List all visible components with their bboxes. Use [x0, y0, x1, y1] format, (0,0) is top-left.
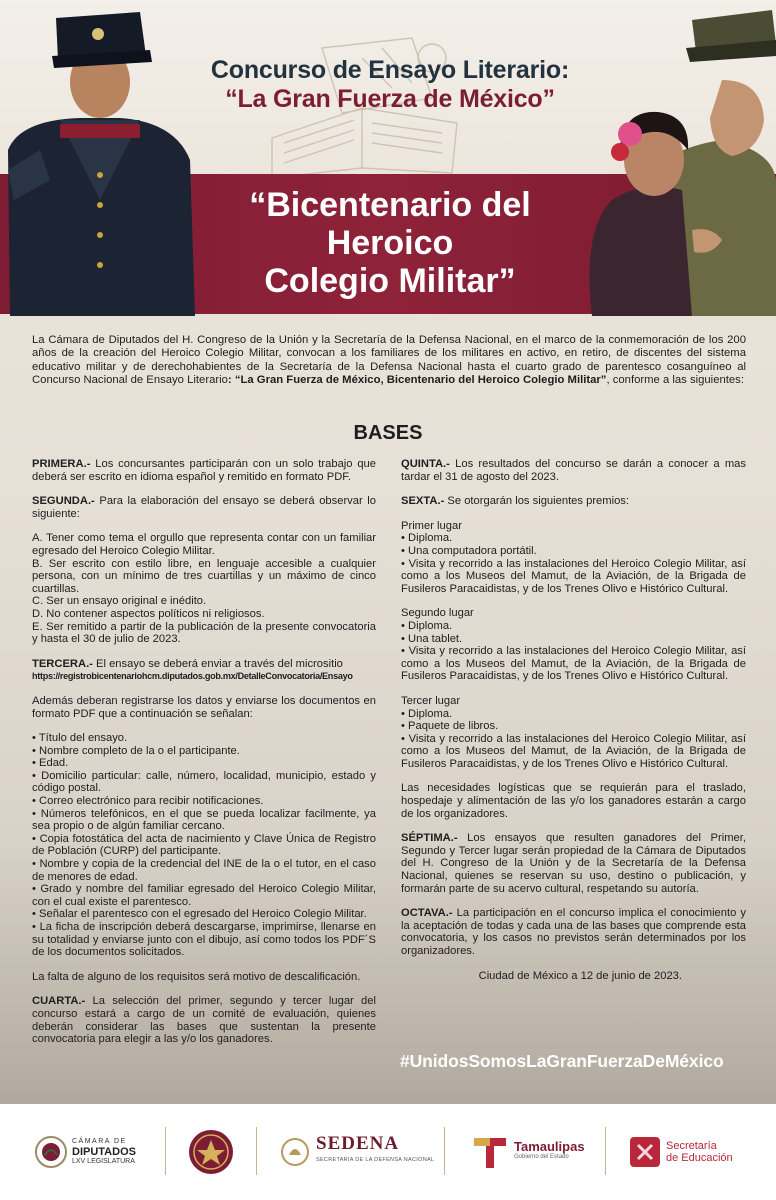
quinta-text: Los resultados del concurso se darán a conocer a mas tardar el 31 de agosto del 2023. [401, 458, 746, 483]
cadet-photo [0, 0, 200, 316]
prize-title: Tercer lugar [401, 694, 461, 707]
list-item: C. Ser un ensayo original e inédito. [32, 595, 207, 608]
intro-bold: : “La Gran Fuerza de México, Bicentenario del Heroico Colegio Militar” [227, 374, 607, 387]
segunda-list [32, 532, 376, 645]
segunda-text: Para la elaboración del ensayo se deberá observar lo siguiente: [32, 495, 376, 520]
octava-label: OCTAVA.- [401, 907, 453, 920]
divider [165, 1127, 166, 1175]
tamaulipas-t-icon [470, 1132, 510, 1172]
octava-section [401, 907, 746, 957]
segunda-section [32, 495, 376, 520]
educacion-line2: de Educación [666, 1152, 733, 1164]
list-item: • Una tablet. [401, 632, 463, 645]
cuarta-text: La selección del primer, segundo y tercer lugar del concurso estará a cargo de un comité de evaluación, quienes deberán considerar las bases que sustentan la presente convocatoria para elegir a las y/o los ganadores. [32, 995, 376, 1046]
septima-label: SÉPTIMA.- [401, 832, 458, 845]
sexta-label: SEXTA.- [401, 495, 445, 508]
hashtag: #UnidosSomosLaGranFuerzaDeMéxico [400, 1051, 724, 1071]
list-item: • Copia fotostática del acta de nacimiento y Clave Única de Registro de Población (CURP) del participante. [32, 832, 376, 858]
sedena-logo [280, 1127, 434, 1177]
divider [444, 1127, 445, 1175]
list-item: A. Tener como tema el orgullo que representa contar con un familiar egresado del Heroico Colegio Militar. [32, 532, 376, 557]
list-item: • Diploma. [401, 619, 453, 632]
tamaulipas-subtitle: Gobierno del Estado [514, 1154, 569, 1160]
bicentenario-title [200, 186, 580, 300]
sexta-section [401, 495, 746, 508]
contest-title-line1: Concurso de Ensayo Literario: [210, 56, 570, 84]
soldier-embrace-photo [572, 0, 776, 316]
cuarta-section [32, 995, 376, 1045]
prize-first [401, 520, 746, 596]
primera-section [32, 458, 376, 483]
intro-tail: , conforme a las siguientes: [606, 374, 744, 387]
quinta-section [401, 458, 746, 483]
sexta-text: Se otorgarán los siguientes premios: [444, 495, 630, 508]
list-item: • Visita y recorrido a las instalaciones del Heroico Colegio Militar, así como a los Museos del Mamut, de la Aviación, de la Brigada de Fusileros Paracaidistas, y de los Trenes Olivo e Histórico Cultural. [401, 732, 746, 770]
diputados-line1: CÁMARA DE [72, 1138, 127, 1145]
quinta-label: QUINTA.- [401, 458, 450, 470]
list-item: • Nombre y copia de la credencial del INE de la o el tutor, en el caso de menores de edad. [32, 858, 376, 883]
logistica-paragraph: Las necesidades logísticas que se requierán para el traslado, hospedaje y alimentación de las y/o los ganadores estarán a cargo de los organizadores. [401, 782, 746, 820]
bicentenario-line2: Heroico [326, 224, 454, 262]
bases-heading: BASES [353, 422, 423, 444]
list-item: • Nombre completo de la o el participante. [32, 744, 240, 757]
contest-title [170, 56, 610, 114]
mexico-eagle-seal-icon [280, 1137, 310, 1167]
educacion-logo [630, 1127, 733, 1177]
prize-title: Primer lugar [401, 519, 462, 532]
list-item: • Paquete de libros. [401, 720, 499, 733]
intro-paragraph [32, 334, 746, 388]
educacion-x-icon [630, 1137, 660, 1167]
educacion-line1: Secretaría [666, 1140, 717, 1152]
diputados-line2: DIPUTADOS [72, 1146, 136, 1158]
list-item: E. Ser remitido a partir de la publicación de la presente convocatoria y hasta el 30 de julio de 2023. [32, 620, 376, 646]
contest-title-line2: “La Gran Fuerza de México” [225, 85, 555, 113]
list-item: • Domicilio particular: calle, número, localidad, municipio, estado y código postal. [32, 769, 376, 795]
diputados-logo [34, 1127, 136, 1177]
primera-text: Los concursantes participarán con un solo trabajo que deberá ser escrito en idioma español y remitido en formato PDF. [32, 458, 376, 483]
colegio-militar-logo [188, 1127, 234, 1177]
segunda-label: SEGUNDA.- [32, 495, 95, 508]
prize-third [401, 695, 746, 771]
tercera-text: El ensayo se deberá enviar a través del micrositio [92, 657, 343, 670]
tercera-section [32, 658, 376, 683]
left-column [32, 458, 376, 1058]
list-item: • Grado y nombre del familiar egresado del Heroico Colegio Militar, con el cual existe el parentesco. [32, 883, 376, 908]
cuarta-label: CUARTA.- [32, 995, 86, 1008]
divider [605, 1127, 606, 1175]
list-item: D. No contener aspectos políticos ni religiosos. [32, 607, 265, 620]
bicentenario-line3: Colegio Militar” [264, 262, 516, 300]
tercera-label: TERCERA.- [32, 657, 93, 670]
list-item: • Diploma. [401, 707, 453, 720]
list-item: B. Ser escrito con estilo libre, en lenguaje accesible a cualquier persona, con un mínimo de tres cuartillas y un máximo de cinco cuartillas. [32, 557, 376, 595]
prize-title: Segundo lugar [401, 607, 474, 620]
microsite-link[interactable]: https://registrobicentenariohcm.diputados.gob.mx/DetalleConvocatoria/Ensayo [32, 671, 353, 682]
sedena-name: SEDENA [316, 1133, 400, 1154]
list-item: • Título del ensayo. [32, 732, 128, 745]
prize-second [401, 607, 746, 683]
diputados-seal-icon [34, 1135, 68, 1169]
octava-text: La participación en el concurso implica el conocimiento y la aceptación de todas y cada una de las bases que comprende esta convocatoria, y los casos no previstos serán determinados por los organizadores. [401, 907, 746, 957]
septima-text: Los ensayos que resulten ganadores del Primer, Segundo y Tercer lugar serán propiedad de la Cámara de Diputados del H. Congreso de la Unión y de la Secretaría de la Defensa Nacional, quienes se reservan su uso, destino o publicación, y formarán parte de su acervo cultural, respetando su autoría. [401, 832, 746, 895]
divider [256, 1127, 257, 1175]
bicentenario-line1: “Bicentenario del [249, 186, 531, 224]
tamaulipas-logo [470, 1127, 585, 1177]
list-item: • Visita y recorrido a las instalaciones del Heroico Colegio Militar, así como a los Museos del Mamut, de la Aviación, de la Brigada de Fusileros Paracaidistas, y de los Trenes Olivo e Histórico Cultural. [401, 645, 746, 683]
list-item: • Una computadora portátil. [401, 544, 537, 557]
falta-paragraph: La falta de alguno de los requisitos será motivo de descalificación. [32, 970, 361, 983]
list-item: • Correo electrónico para recibir notificaciones. [32, 795, 264, 808]
right-column [401, 458, 746, 994]
primera-label: PRIMERA.- [32, 458, 91, 470]
intro-text: La Cámara de Diputados del H. Congreso de la Unión y la Secretaría de la Defensa Nacional, en el marco de la conmemoración de los 200 años de la creación del Heroico Colegio Militar, convocan a los familiares de los militares en activo, en retiro, de discentes del sistema educativo militar y de derechohabientes de la Secretaría de la Defensa Nacional hasta el cuarto grado de parentesco cosanguíneo al Concurso Nacional de Ensayo Literario [32, 334, 746, 387]
list-item: • La ficha de inscripción deberá descargarse, imprimirse, llenarse en su totalidad y enviarse junto con el dibujo, así como todos los PDF´S de los documentos solicitados. [32, 921, 376, 959]
list-item: • Diploma. [401, 532, 453, 545]
date-line: Ciudad de México a 12 de junio de 2023. [478, 969, 682, 982]
colegio-militar-seal-icon [188, 1129, 234, 1175]
sedena-subtitle: SECRETARÍA DE LA DEFENSA NACIONAL [316, 1157, 435, 1163]
septima-section [401, 832, 746, 895]
list-item: • Edad. [32, 757, 69, 770]
list-item: • Números telefónicos, en el que se pueda localizar facilmente, ya sea propio o de algún familiar cercano. [32, 807, 376, 833]
ademas-paragraph: Además deberan registrarse los datos y enviarse los documentos en formato PDF que a continuación se señalan: [32, 694, 376, 720]
diputados-line3: LXV LEGISLATURA [72, 1158, 135, 1165]
documents-list [32, 732, 376, 959]
list-item: • Señalar el parentesco con el egresado del Heroico Colegio Militar. [32, 908, 367, 921]
tamaulipas-name: Tamaulipas [514, 1139, 585, 1154]
list-item: • Visita y recorrido a las instalaciones del Heroico Colegio Militar, así como a los Museos del Mamut, de la Aviación, de la Brigada de Fusileros Paracaidistas, y de los Trenes Olivo e Histórico Cultural. [401, 557, 746, 595]
